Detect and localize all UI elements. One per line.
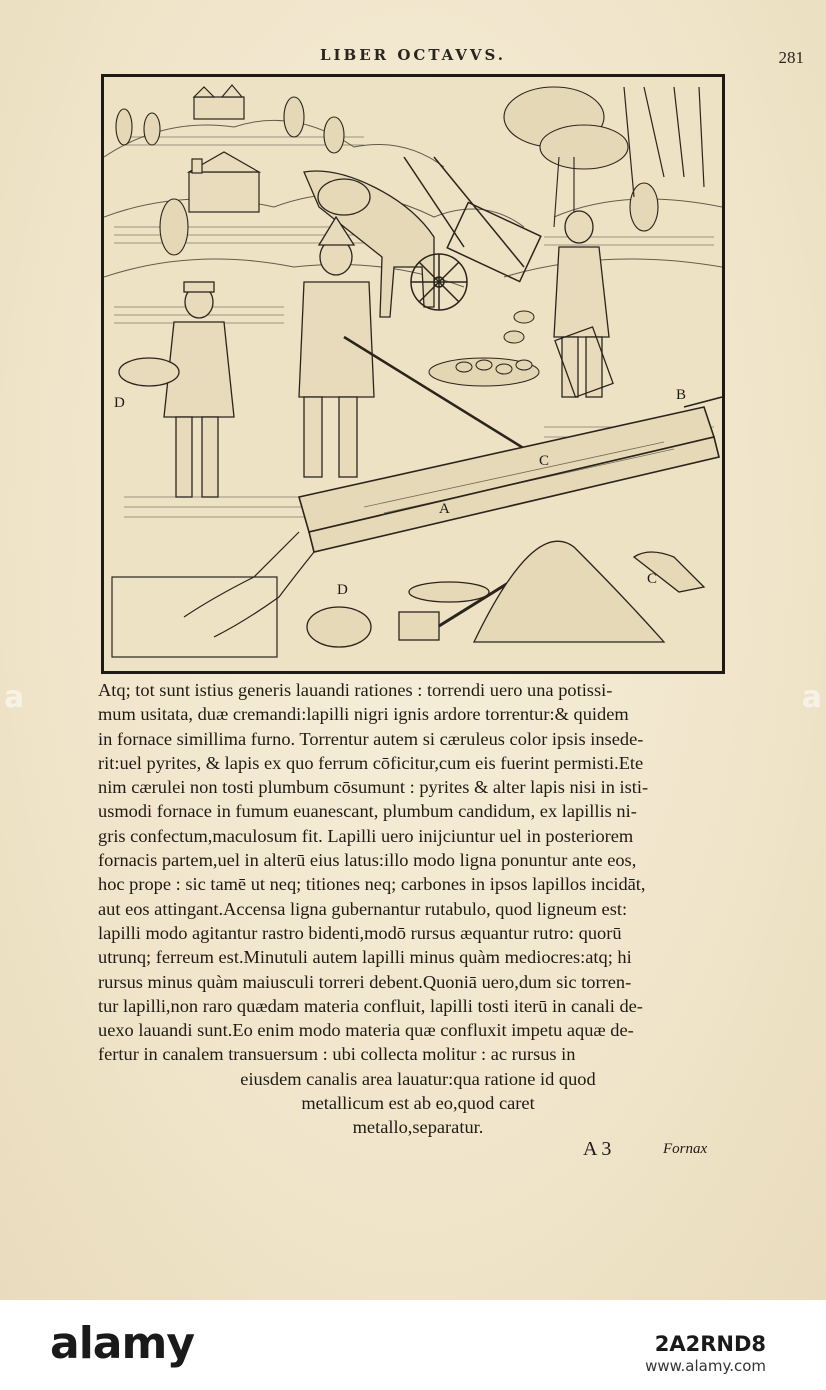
stock-logo: alamy [50,1318,194,1369]
watermark-left: a [4,680,25,715]
label-c-tool: C [647,571,658,587]
latin-body-text [98,678,738,1140]
text-line: hoc prope : sic tamē ut neq; titiones neq; carbones in ipsos lapillos incidāt, [98,874,646,895]
text-line-centered: metallo,separatur. [352,1117,484,1138]
text-line: rursus minus quàm maiusculi torreri debent.Quoniā uero,dum sic torren- [98,971,632,992]
text-line: mum usitata, duæ cremandi:lapilli nigri ignis ardore torrentur:& quidem [98,704,629,725]
label-d-left: D [114,395,125,411]
text-line: rit:uel pyrites, & lapis ex quo ferrum cōficitur,cum eis fuerint permisti.Ete [98,752,644,773]
text-line: tur lapilli,non raro quædam materia confluit, lapilli tosti iterū in canali de- [98,995,643,1016]
text-line: aut eos attingant.Accensa ligna gubernantur rutabulo, quod ligneum est: [98,898,628,919]
text-line: nim cærulei non tosti plumbum cōsumunt : pyrites & alter lapis nisi in isti- [98,777,649,798]
page-number: 281 [778,48,804,67]
label-d-sieve: D [337,582,348,598]
text-line: uexo lauandi sunt.Eo enim modo materia quæ confluxit impetu aquæ de- [98,1020,634,1041]
label-b: B [676,387,687,403]
woodcut-illustration [101,74,725,674]
text-line-centered: metallicum est ab eo,quod caret [301,1093,535,1114]
text-line: fornacis partem,uel in alterū eius latus:illo modo ligna ponuntur ante eos, [98,850,637,871]
label-a: A [439,501,450,517]
catchword: Fornax [663,1141,708,1157]
signature-mark: A 3 [583,1138,612,1160]
stock-url: www.alamy.com [645,1357,766,1375]
text-line: gris confectum,maculosum fit. Lapilli uero inijciuntur uel in posteriorem [98,825,634,846]
woodcut-svg [104,77,722,671]
stock-image-id: 2A2RND8 [654,1332,766,1356]
text-line: usmodi fornace in fumum euanescant, plumbum candidum, ex lapillis ni- [98,801,637,822]
label-c-trough: C [539,453,550,469]
text-line: in fornace simillima furno. Torrentur autem si cæruleus color ipsis insede- [98,728,644,749]
text-line-centered: eiusdem canalis area lauatur:qua ratione id quod [240,1068,596,1089]
text-line: lapilli modo agitantur rastro bidenti,modō rursus æquantur rutro: quorū [98,922,622,943]
text-line: utrunq; ferreum est.Minutuli autem lapilli minus quàm mediocres:atq; hi [98,947,632,968]
running-head: LIBER OCTAVVS. [319,46,507,64]
watermark-right: a [801,680,822,715]
text-line: Atq; tot sunt istius generis lauandi rationes : torrendi uero una potissi- [98,680,613,700]
text-line: fertur in canalem transuersum : ubi collecta molitur : ac rursus in [98,1044,576,1065]
